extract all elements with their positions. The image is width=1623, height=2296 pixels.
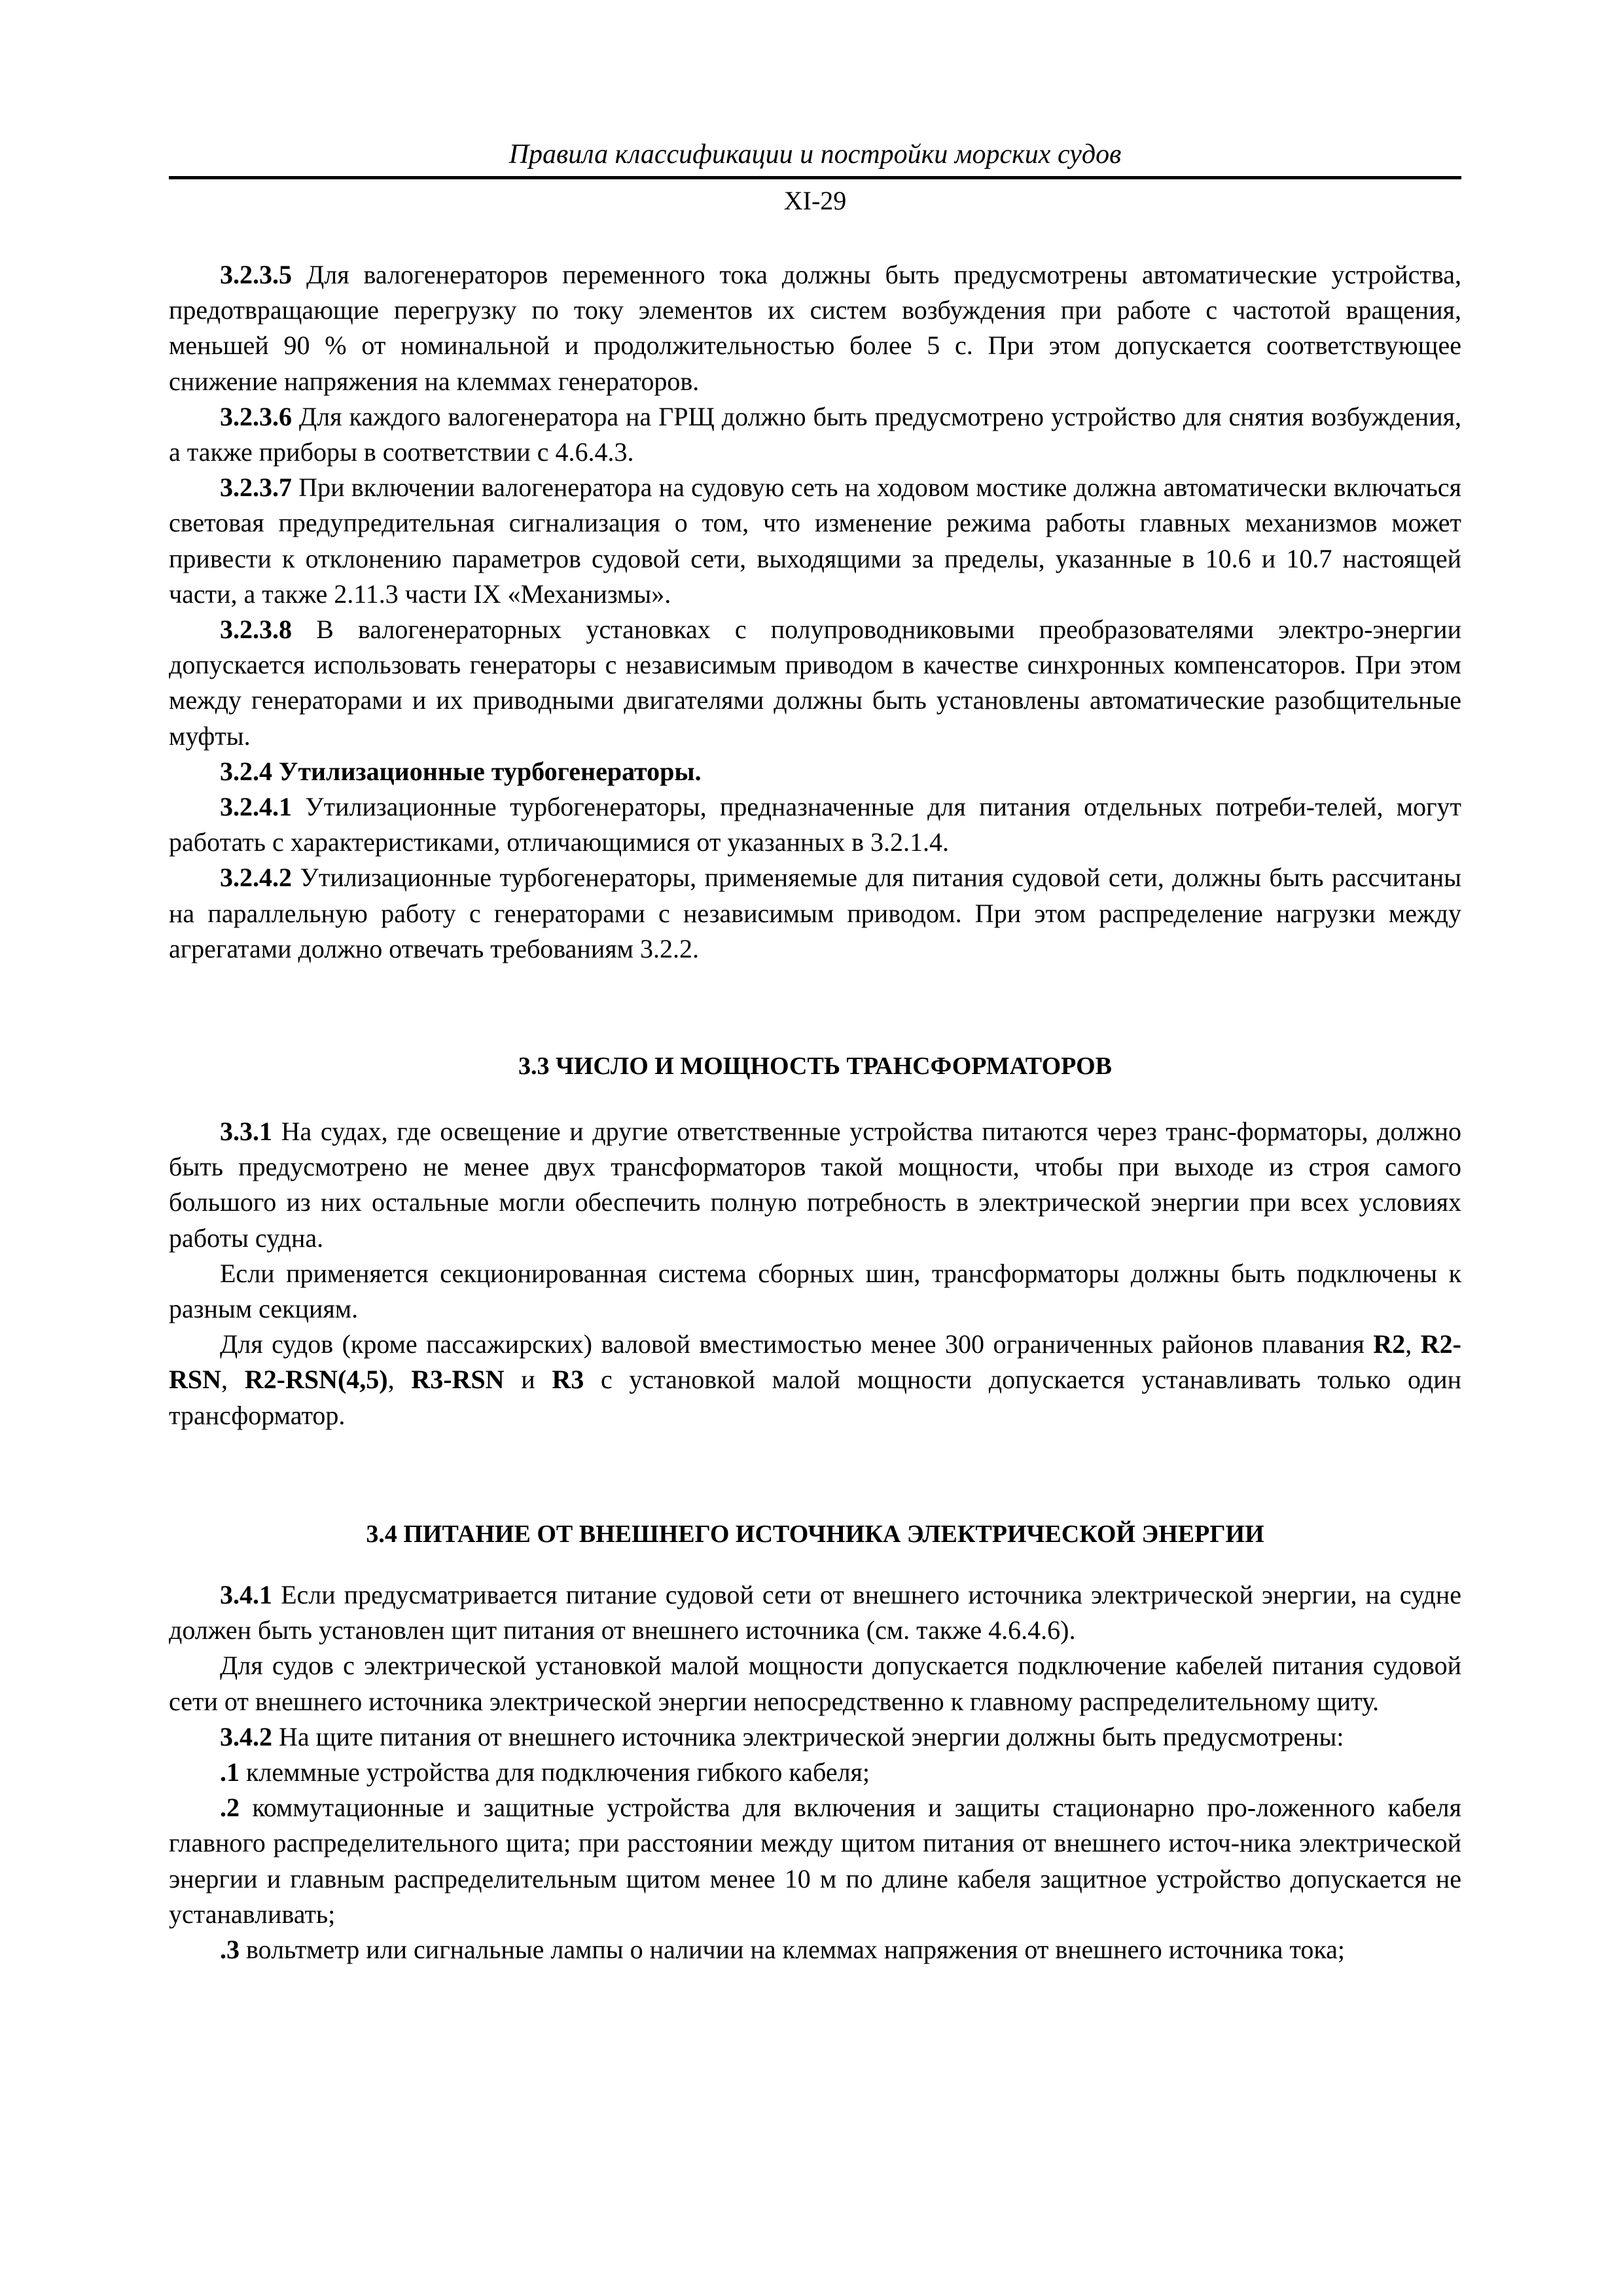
list-item: [169, 1790, 1461, 1932]
clause-text: Если предусматривается питание судовой сети от внешнего источника электрической энергии, на судне должен быть установлен щит питания от внешнего источника (см. также 4.6.4.6).: [169, 1580, 1461, 1645]
clause-number: 3.2.4.2: [220, 863, 292, 893]
section-3-4-title: 3.4 ПИТАНИЕ ОТ ВНЕШНЕГО ИСТОЧНИКА ЭЛЕКТРИЧЕСКОЙ ЭНЕРГИИ: [366, 1520, 1264, 1548]
clause-text: При включении валогенератора на судовую сеть на ходовом мостике должна автоматически включаться световая предупредительная сигнализация о том, что изменение режима работы главных механизмов может привести к отклонению параметров судовой сети, выходящими за пределы, указанные в 10.6 и 10.7 настоящей части, а также 2.11.3 части IX «Механизмы».: [169, 473, 1461, 609]
running-title: Правила классификации и постройки морских судов: [508, 139, 1122, 170]
list-item-text: коммутационные и защитные устройства для включения и защиты стационарно про-ложенного кабеля главного распределительного щита; при расстоянии между щитом питания от внешнего источ-ника электрической энергии и главным распределительным щитом менее 10 м по длине кабеля защитное устройство допускается не устанавливать;: [169, 1793, 1461, 1929]
clause-text: Утилизационные турбогенераторы, предназначенные для питания отдельных потреби-телей, могут работать с характеристиками, отличающимися от указанных в 3.2.1.4.: [169, 792, 1461, 857]
clause-text: Для валогенераторов переменного тока должны быть предусмотрены автоматические устройства, предотвращающие перегрузку по току элементов их систем возбуждения при работе с частотой вращения, меньшей 90 % от номинальной и продолжительностью более 5 с. При этом допускается соответствующее снижение напряжения на клеммах генераторов.: [169, 260, 1461, 396]
list-item-text: клеммные устройства для подключения гибкого кабеля;: [240, 1757, 870, 1787]
clause-number: 3.2.3.5: [220, 260, 292, 289]
paragraph-3-2-3-6: [169, 399, 1461, 470]
paragraph-3-2-4-1: [169, 789, 1461, 860]
paragraph-3-4-1-small-plant: Для судов с электрической установкой малой мощности допускается подключение кабелей питания судовой сети от внешнего источника электрической энергии непосредственно к главному распределительному щиту.: [169, 1651, 1461, 1716]
clause-text: В валогенераторных установках с полупроводниковыми преобразователями электро-энергии допускается использовать генераторы с независимым приводом в качестве синхронных компенсаторов. При этом между генераторами и их приводными двигателями должны быть установлены автоматические разобщительные муфты.: [169, 615, 1461, 751]
page-number: XI-29: [783, 186, 847, 215]
list-item-number: .3: [220, 1935, 240, 1965]
clause-text: На щите питания от внешнего источника электрической энергии должны быть предусмотрены:: [272, 1721, 1344, 1751]
area-r2-rsn: R2-RSN: [169, 1329, 1461, 1395]
paragraph-3-2-4-2: [169, 860, 1461, 967]
section-3-2-continued: [169, 257, 1461, 967]
paragraph-3-3-1: [169, 1114, 1461, 1256]
clause-number: 3.3.1: [220, 1117, 272, 1146]
clause-number: 3.2.3.7: [220, 473, 292, 503]
heading-3-2-4: [169, 754, 1461, 789]
paragraph-3-3-1-busbars: Если применяется секционированная система сборных шин, трансформаторы должны быть подключены к разным секциям.: [169, 1258, 1461, 1324]
list-item: [169, 1755, 1461, 1790]
area-r3-rsn: R3-RSN: [411, 1365, 505, 1395]
paragraph-3-2-3-5: [169, 257, 1461, 399]
list-item-number: .2: [220, 1793, 240, 1823]
section-3-4-heading-wrap: [169, 1516, 1461, 1552]
section-3-3-body: [169, 1114, 1461, 1433]
clause-text: На судах, где освещение и другие ответственные устройства питаются через транс-форматоры, должно быть предусмотрено не менее двух трансформаторов такой мощности, чтобы при выходе из строя самого большого из них остальные могли обеспечить полную потребность в электрической энергии при всех условиях работы судна.: [169, 1117, 1461, 1253]
clause-number: 3.4.2: [220, 1721, 272, 1751]
clause-number: 3.2.3.6: [220, 401, 292, 431]
paragraph-3-4-2: [169, 1719, 1461, 1755]
list-item-text: вольтметр или сигнальные лампы о наличии на клеммах напряжения от внешнего источника тока;: [240, 1935, 1346, 1965]
header-rule: [169, 176, 1461, 179]
list-item-number: .1: [220, 1757, 240, 1787]
paragraph-3-4-1: [169, 1577, 1461, 1648]
clause-text: Для каждого валогенератора на ГРЩ должно быть предусмотрено устройство для снятия возбуждения, а также приборы в соответствии с 4.6.4.3.: [169, 401, 1461, 467]
clause-number: 3.2.3.8: [220, 615, 292, 645]
section-3-3-title: 3.3 ЧИСЛО И МОЩНОСТЬ ТРАНСФОРМАТОРОВ: [518, 1052, 1113, 1080]
list-item: [169, 1932, 1461, 1967]
paragraph-3-2-3-7: [169, 470, 1461, 612]
paragraph-3-2-3-8: [169, 612, 1461, 754]
area-r2-rsn-4-5: R2-RSN(4,5): [244, 1365, 388, 1395]
paragraph-3-3-1-small-ships: Для судов (кроме пассажирских) валовой вместимостью менее 300 ограниченных районов плавания R2, R2-RSN, R2-RSN(4,5), R3-RSN и R3 с установкой малой мощности допускается устанавливать только один трансформатор.: [169, 1329, 1462, 1430]
subsection-heading: 3.2.4 Утилизационные турбогенераторы.: [220, 756, 702, 786]
section-3-4-body: [169, 1577, 1461, 1967]
section-3-3-heading-wrap: [169, 1049, 1461, 1084]
clause-number: 3.4.1: [220, 1580, 272, 1609]
clause-text: Утилизационные турбогенераторы, применяемые для питания судовой сети, должны быть рассчитаны на параллельную работу с генераторами с независимым приводом. При этом распределение нагрузки между агрегатами должно отвечать требованиям 3.2.2.: [169, 863, 1461, 963]
area-r3: R3: [552, 1365, 584, 1395]
area-r2: R2: [1373, 1329, 1406, 1359]
clause-number: 3.2.4.1: [220, 792, 292, 822]
